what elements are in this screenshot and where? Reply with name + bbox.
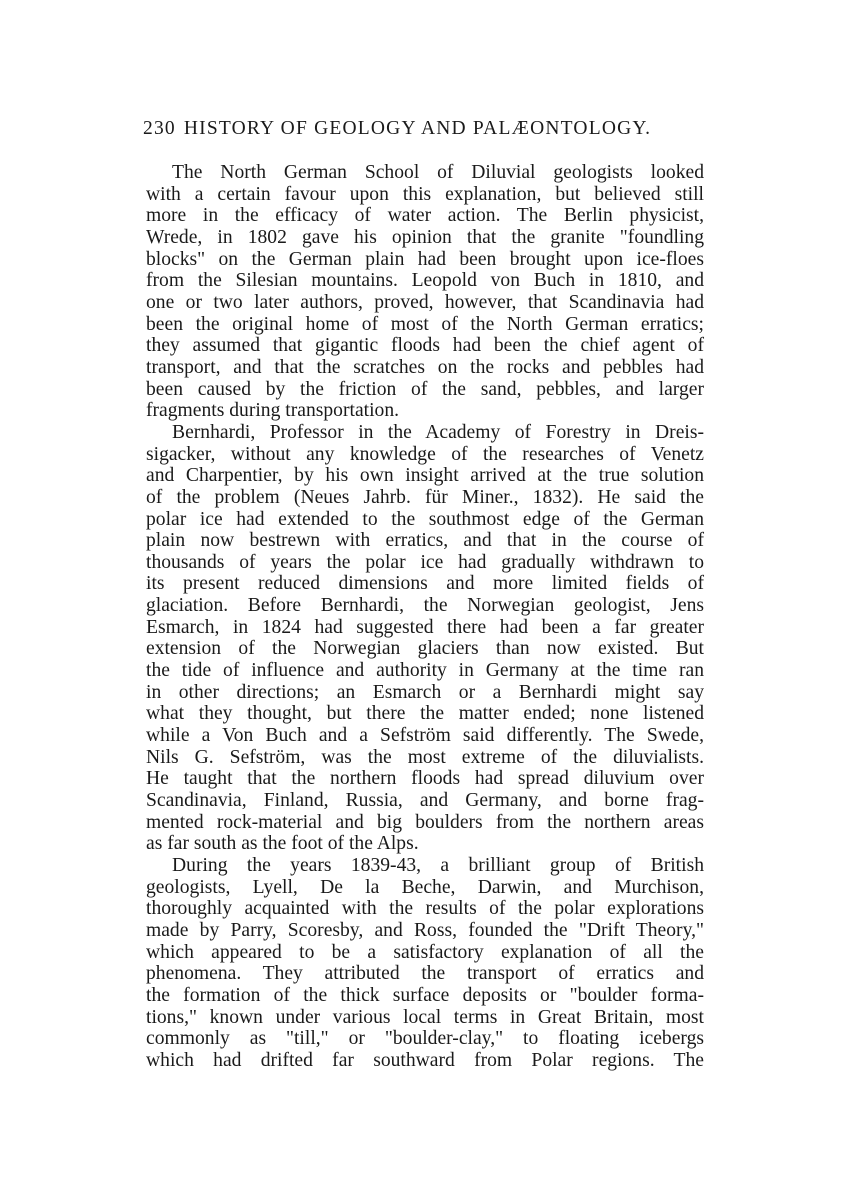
text-line: He taught that the northern floods had spread diluvium over: [146, 768, 704, 790]
text-line: fragments during transportation.: [146, 400, 400, 422]
text-line: transport, and that the scratches on the rocks and pebbles had: [146, 356, 704, 378]
text-line: phenomena. They attributed the transport of erratics and: [146, 963, 704, 985]
text-line: tions," known under various local terms in Great Britain, most: [146, 1006, 704, 1028]
text-line: Bernhardi, Professor in the Academy of Forestry in Dreis-: [172, 421, 704, 443]
text-line: plain now bestrewn with erratics, and that in the course of: [146, 530, 704, 552]
text-line: extension of the Norwegian glaciers than now existed. But: [146, 638, 704, 660]
text-line: the formation of the thick surface deposits or "boulder forma-: [146, 984, 704, 1006]
text-line: while a Von Buch and a Sefström said differently. The Swede,: [146, 725, 704, 747]
text-line: as far south as the foot of the Alps.: [146, 833, 419, 855]
text-line: made by Parry, Scoresby, and Ross, founded the "Drift Theory,": [146, 919, 704, 941]
text-line: the tide of influence and authority in Germany at the time ran: [146, 660, 704, 682]
text-line: The North German School of Diluvial geologists looked: [172, 162, 704, 183]
text-line: in other directions; an Esmarch or a Bernhardi might say: [146, 681, 704, 703]
text-line: thousands of years the polar ice had gradually withdrawn to: [146, 551, 704, 573]
running-header: [143, 118, 651, 140]
text-line: Wrede, in 1802 gave his opinion that the granite "foundling: [146, 226, 704, 248]
text-line: During the years 1839-43, a brilliant group of British: [172, 855, 704, 876]
text-line: of the problem (Neues Jahrb. für Miner., 1832). He said the: [146, 486, 704, 508]
text-line: one or two later authors, proved, however, that Scandinavia had: [146, 291, 704, 313]
text-line: what they thought, but there the matter ended; none listened: [146, 703, 704, 725]
text-line: Nils G. Sefström, was the most extreme of the diluvialists.: [146, 746, 704, 768]
text-line: blocks" on the German plain had been brought upon ice-floes: [146, 248, 704, 270]
paragraphs: [146, 162, 704, 1072]
text-line: more in the efficacy of water action. The Berlin physicist,: [146, 205, 704, 227]
text-line: which appeared to be a satisfactory explanation of all the: [146, 941, 704, 963]
text-line: geologists, Lyell, De la Beche, Darwin, and Murchison,: [146, 876, 704, 898]
text-line: which had drifted far southward from Polar regions. The: [146, 1049, 704, 1071]
text-line: polar ice had extended to the southmost edge of the German: [146, 508, 704, 530]
text-line: been caused by the friction of the sand, pebbles, and larger: [146, 378, 704, 400]
text-line: glaciation. Before Bernhardi, the Norwegian geologist, Jens: [146, 595, 704, 617]
body-text: [146, 162, 704, 1072]
text-line: and Charpentier, by his own insight arrived at the true solution: [146, 465, 704, 487]
running-title: HISTORY OF GEOLOGY AND PALÆONTOLOGY.: [183, 118, 652, 139]
paragraph: [146, 162, 704, 422]
text-line: thoroughly acquainted with the results of the polar explorations: [146, 898, 704, 920]
page-number: 230: [143, 118, 176, 139]
text-line: Esmarch, in 1824 had suggested there had been a far greater: [146, 616, 704, 638]
text-line: sigacker, without any knowledge of the researches of Venetz: [146, 443, 704, 465]
text-line: mented rock-material and big boulders from the northern areas: [146, 811, 704, 833]
text-line: with a certain favour upon this explanation, but believed still: [146, 183, 704, 205]
paragraph: [146, 855, 704, 1072]
text-line: from the Silesian mountains. Leopold von Buch in 1810, and: [146, 270, 704, 292]
text-line: been the original home of most of the North German erratics;: [146, 313, 704, 335]
paragraph: [146, 422, 704, 855]
text-line: Scandinavia, Finland, Russia, and Germany, and borne frag-: [146, 790, 704, 812]
text-line: its present reduced dimensions and more limited fields of: [146, 573, 704, 595]
text-line: they assumed that gigantic floods had been the chief agent of: [146, 335, 704, 357]
text-line: commonly as "till," or "boulder-clay," to floating icebergs: [146, 1028, 704, 1050]
